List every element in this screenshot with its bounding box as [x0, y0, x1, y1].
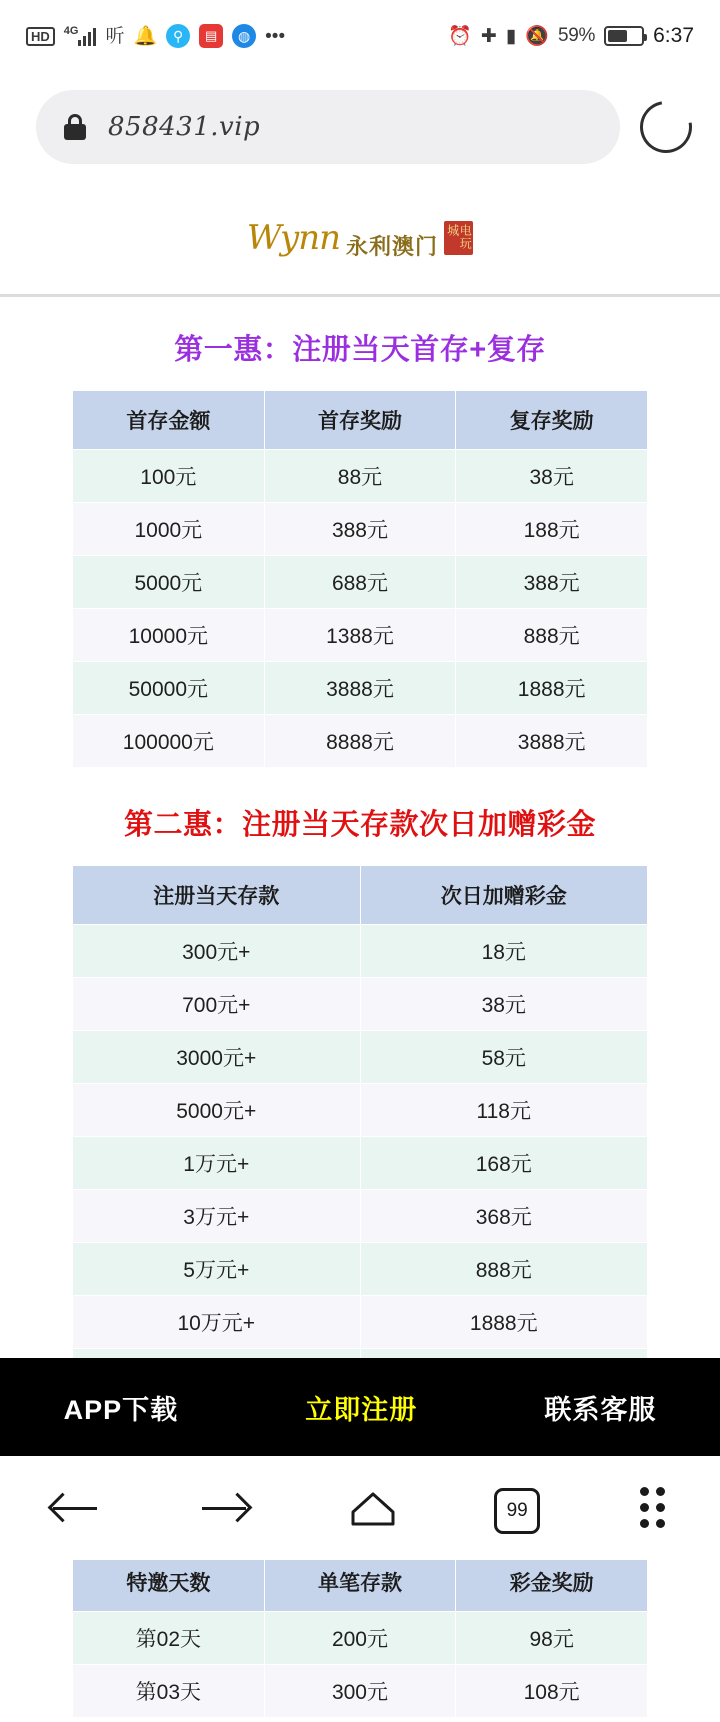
cell: 第02天: [73, 1612, 265, 1665]
cell: 5万元+: [73, 1243, 361, 1296]
cell: 5000元+: [73, 1084, 361, 1137]
cell: 100元: [73, 450, 265, 503]
register-now-button[interactable]: 立即注册: [305, 1394, 418, 1425]
cell: 58元: [360, 1031, 648, 1084]
flashlight-icon: ⚲: [166, 24, 190, 48]
section-title-2: 第二惠：注册当天存款次日加赠彩金: [123, 809, 596, 841]
table-row: [73, 662, 648, 715]
table-row: [73, 1137, 648, 1190]
cell: 1388元: [264, 609, 456, 662]
bottom-action-bar: [0, 1358, 720, 1456]
table-header-row: [73, 866, 648, 925]
table-row: [73, 1296, 648, 1349]
status-bar: [0, 0, 720, 72]
table-row: [73, 1084, 648, 1137]
cell: 368元: [360, 1190, 648, 1243]
tabs-icon[interactable]: 99: [494, 1488, 540, 1534]
table-row: [73, 1612, 648, 1665]
table-row: [73, 978, 648, 1031]
cell: 10万元+: [73, 1296, 361, 1349]
contact-support-button[interactable]: 联系客服: [544, 1394, 657, 1425]
status-bar-left: [26, 24, 285, 48]
cell: 688元: [264, 556, 456, 609]
cell: 50000元: [73, 662, 265, 715]
promo-table-3: [72, 1552, 648, 1718]
cell: 700元+: [73, 978, 361, 1031]
back-arrow-icon[interactable]: [47, 1480, 103, 1536]
app-download-button[interactable]: APP下载: [63, 1394, 179, 1425]
cell: 200元: [264, 1612, 456, 1665]
table-row: [73, 925, 648, 978]
site-logo: [0, 182, 720, 294]
cell: 118元: [360, 1084, 648, 1137]
promo-section-1: [0, 297, 720, 772]
table-row: [73, 1031, 648, 1084]
globe-icon: ◍: [232, 24, 256, 48]
cell: 38元: [456, 450, 648, 503]
cell: 3万元+: [73, 1190, 361, 1243]
cell: 888元: [360, 1243, 648, 1296]
cell: 3888元: [456, 715, 648, 768]
cell: 1000元: [73, 503, 265, 556]
promo-section-2: [0, 772, 720, 1459]
section-title-1: 第一惠：注册当天首存+复存: [174, 334, 546, 366]
bell-icon: 🔔: [133, 25, 158, 47]
cell: 1888元: [456, 662, 648, 715]
book-icon: ▤: [199, 24, 223, 48]
cell: 10000元: [73, 609, 265, 662]
browser-toolbar: [0, 72, 720, 182]
cell: 108元: [456, 1665, 648, 1718]
cell: 18元: [360, 925, 648, 978]
column-header: 次日加赠彩金: [360, 866, 648, 925]
mute-icon: 🔕: [525, 25, 549, 47]
home-icon[interactable]: [345, 1480, 401, 1536]
table-header-row: [73, 391, 648, 450]
more-icon: •••: [265, 25, 286, 47]
table-row: [73, 1243, 648, 1296]
cell: 168元: [360, 1137, 648, 1190]
clock: 6:37: [653, 24, 694, 47]
column-header: 复存奖励: [456, 391, 648, 450]
music-icon: 听: [105, 25, 125, 47]
hd-icon: HD: [26, 27, 55, 46]
battery-percent: 59%: [557, 25, 596, 46]
promo-table-1: [72, 390, 648, 768]
forward-arrow-icon[interactable]: [196, 1480, 252, 1536]
alarm-icon: ⏰: [448, 25, 472, 47]
cell: 1万元+: [73, 1137, 361, 1190]
cell: 300元: [264, 1665, 456, 1718]
cell: 3000元+: [73, 1031, 361, 1084]
table-row: [73, 715, 648, 768]
browser-nav-bar: [0, 1456, 720, 1560]
cell: 300元+: [73, 925, 361, 978]
cell: 第03天: [73, 1665, 265, 1718]
battery-saver-icon: ▮: [505, 25, 517, 47]
table-row: [73, 556, 648, 609]
column-header: 特邀天数: [73, 1553, 265, 1612]
cell: 100000元: [73, 715, 265, 768]
cell: 5000元: [73, 556, 265, 609]
logo-chinese-text: 永利澳门: [346, 233, 439, 259]
cell: 8888元: [264, 715, 456, 768]
cell: 888元: [456, 609, 648, 662]
battery-icon: [604, 26, 644, 46]
column-header: 注册当天存款: [73, 866, 361, 925]
cell: 188元: [456, 503, 648, 556]
table-row: [73, 609, 648, 662]
reload-icon[interactable]: [630, 91, 702, 163]
table-row: [73, 1665, 648, 1718]
web-page: [0, 182, 720, 1704]
logo-badge: 电玩城: [444, 221, 473, 255]
lock-icon: [64, 114, 86, 140]
signal-bars-icon: [78, 26, 96, 46]
address-bar[interactable]: [36, 90, 620, 164]
status-bar-right: [448, 24, 694, 48]
logo-script-text: Wynn: [246, 218, 340, 258]
cell: 38元: [360, 978, 648, 1031]
cell: 1888元: [360, 1296, 648, 1349]
bluetooth-icon: ✚: [480, 25, 497, 47]
cell: 98元: [456, 1612, 648, 1665]
4g-signal-icon: 4G: [64, 26, 97, 46]
cell: 88元: [264, 450, 456, 503]
cell: 388元: [456, 556, 648, 609]
table-row: [73, 1190, 648, 1243]
url-text[interactable]: 858431.vip: [108, 112, 261, 142]
more-menu-icon[interactable]: [633, 1485, 673, 1531]
column-header: 彩金奖励: [456, 1553, 648, 1612]
table-header-row: [73, 1553, 648, 1612]
column-header: 首存奖励: [264, 391, 456, 450]
table-row: [73, 503, 648, 556]
cell: 388元: [264, 503, 456, 556]
column-header: 首存金额: [73, 391, 265, 450]
column-header: 单笔存款: [264, 1553, 456, 1612]
table-row: [73, 450, 648, 503]
cell: 3888元: [264, 662, 456, 715]
